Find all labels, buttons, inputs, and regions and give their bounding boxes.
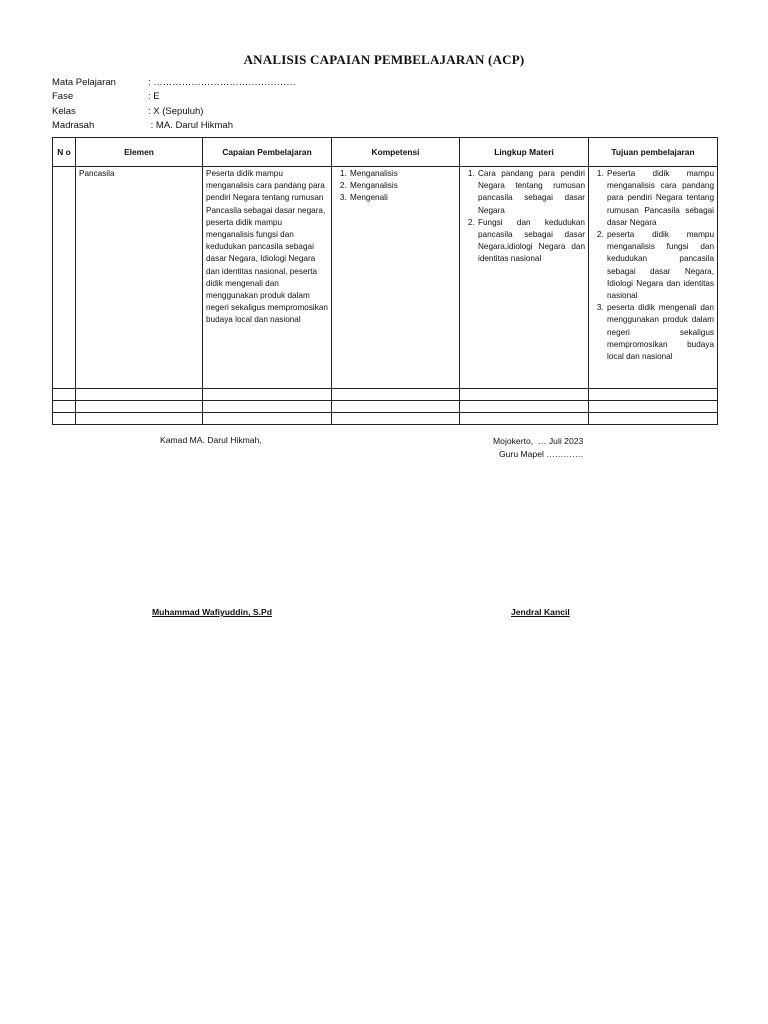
empty-cell	[76, 413, 203, 425]
meta-label: Madrasah	[52, 119, 95, 131]
meta-row-madrasah	[52, 119, 296, 133]
table-header-row	[53, 138, 718, 167]
empty-cell	[203, 389, 332, 401]
lingkup-list	[463, 168, 585, 266]
header-lingkup-materi: Lingkup Materi	[460, 138, 589, 167]
meta-row-mata-pelajaran	[52, 76, 296, 90]
list-item: 2. Fungsi dan kedudukan pancasila sebagai dasar Negara,idiologi Negara dan identitas nasional	[477, 217, 585, 266]
table-row-empty	[53, 413, 718, 425]
empty-cell	[203, 413, 332, 425]
meta-label: Mata Pelajaran	[52, 77, 116, 88]
cell-capaian: Peserta didik mampu menganalisis cara pandang para pendiri Negara tentang rumusan Pancasila sebagai dasar negara, peserta didik mampu menganalisis fungsi dan kedudukan pancasila sebagai dasar Negara, Idiologi Negara dan identitas nasional, peserta didik mengenali dan menggunakan produk dalam negeri sekaligus mempromosikan budaya local dan nasional	[203, 167, 332, 389]
cell-tujuan	[589, 167, 718, 389]
list-item: 2. peserta didik mampu menganalisis fungsi dan kedudukan pancasila sebagai dasar Negara, Idiologi Negara dan identitas nasional	[606, 229, 714, 302]
list-item: 3. Mengenali	[349, 192, 456, 204]
list-item: 2. Menganalisis	[349, 180, 456, 192]
signature-right-title: Guru Mapel ………….	[499, 449, 584, 459]
empty-cell	[460, 401, 589, 413]
meta-label: Kelas	[52, 105, 76, 117]
meta-value: : E	[148, 91, 160, 103]
list-item: 1. Menganalisis	[349, 168, 456, 180]
meta-value: : ………………………………………	[148, 77, 296, 88]
empty-cell	[53, 389, 76, 401]
table-row-empty	[53, 389, 718, 401]
cell-elemen: Pancasila	[76, 167, 203, 389]
table-row	[53, 167, 718, 389]
kompetensi-list	[335, 168, 456, 205]
empty-cell	[589, 413, 718, 425]
empty-cell	[332, 401, 460, 413]
cell-lingkup-materi	[460, 167, 589, 389]
meta-row-kelas	[52, 105, 296, 119]
empty-cell	[76, 389, 203, 401]
header-kompetensi: Kompetensi	[332, 138, 460, 167]
meta-row-fase	[52, 90, 296, 104]
header-capaian: Capaian Pembelajaran	[203, 138, 332, 167]
meta-value: : X (Sepuluh)	[148, 105, 204, 117]
empty-cell	[332, 413, 460, 425]
empty-cell	[589, 389, 718, 401]
meta-value: : MA. Darul Hikmah	[148, 119, 233, 131]
empty-cell	[76, 401, 203, 413]
header-tujuan: Tujuan pembelajaran	[589, 138, 718, 167]
empty-cell	[460, 413, 589, 425]
signature-right-block	[493, 435, 583, 461]
empty-cell	[460, 389, 589, 401]
place-date: Mojokerto, … Juli 2023	[493, 436, 584, 446]
table-row-empty	[53, 401, 718, 413]
list-item: 3. peserta didik mengenali dan menggunakan produk dalam negeri sekaligus mempromosikan budaya local dan nasional	[606, 302, 714, 363]
signature-right-name: Jendral Kancil	[511, 607, 570, 617]
cell-kompetensi	[332, 167, 460, 389]
signature-left-title: Kamad MA. Darul Hikmah,	[160, 435, 262, 445]
tujuan-list	[592, 168, 714, 363]
empty-cell	[203, 401, 332, 413]
empty-cell	[53, 401, 76, 413]
meta-label: Fase	[52, 91, 74, 103]
header-elemen: Elemen	[76, 138, 203, 167]
list-item: 1. Peserta didik mampu menganalisis cara pandang para pendiri Negara tentang rumusan Pancasila sebagai dasar Negara	[606, 168, 714, 229]
list-item: 1. Cara pandang para pendiri Negara tentang rumusan pancasila sebagai dasar Negara	[477, 168, 585, 217]
empty-cell	[332, 389, 460, 401]
cell-no	[53, 167, 76, 389]
header-no: N o	[53, 138, 76, 167]
signature-left-name: Muhammad Wafiyuddin, S.Pd	[152, 607, 272, 617]
document-title: ANALISIS CAPAIAN PEMBELAJARAN (ACP)	[243, 52, 525, 67]
empty-cell	[53, 413, 76, 425]
empty-cell	[589, 401, 718, 413]
identity-block	[52, 76, 296, 133]
acp-table	[52, 137, 718, 425]
